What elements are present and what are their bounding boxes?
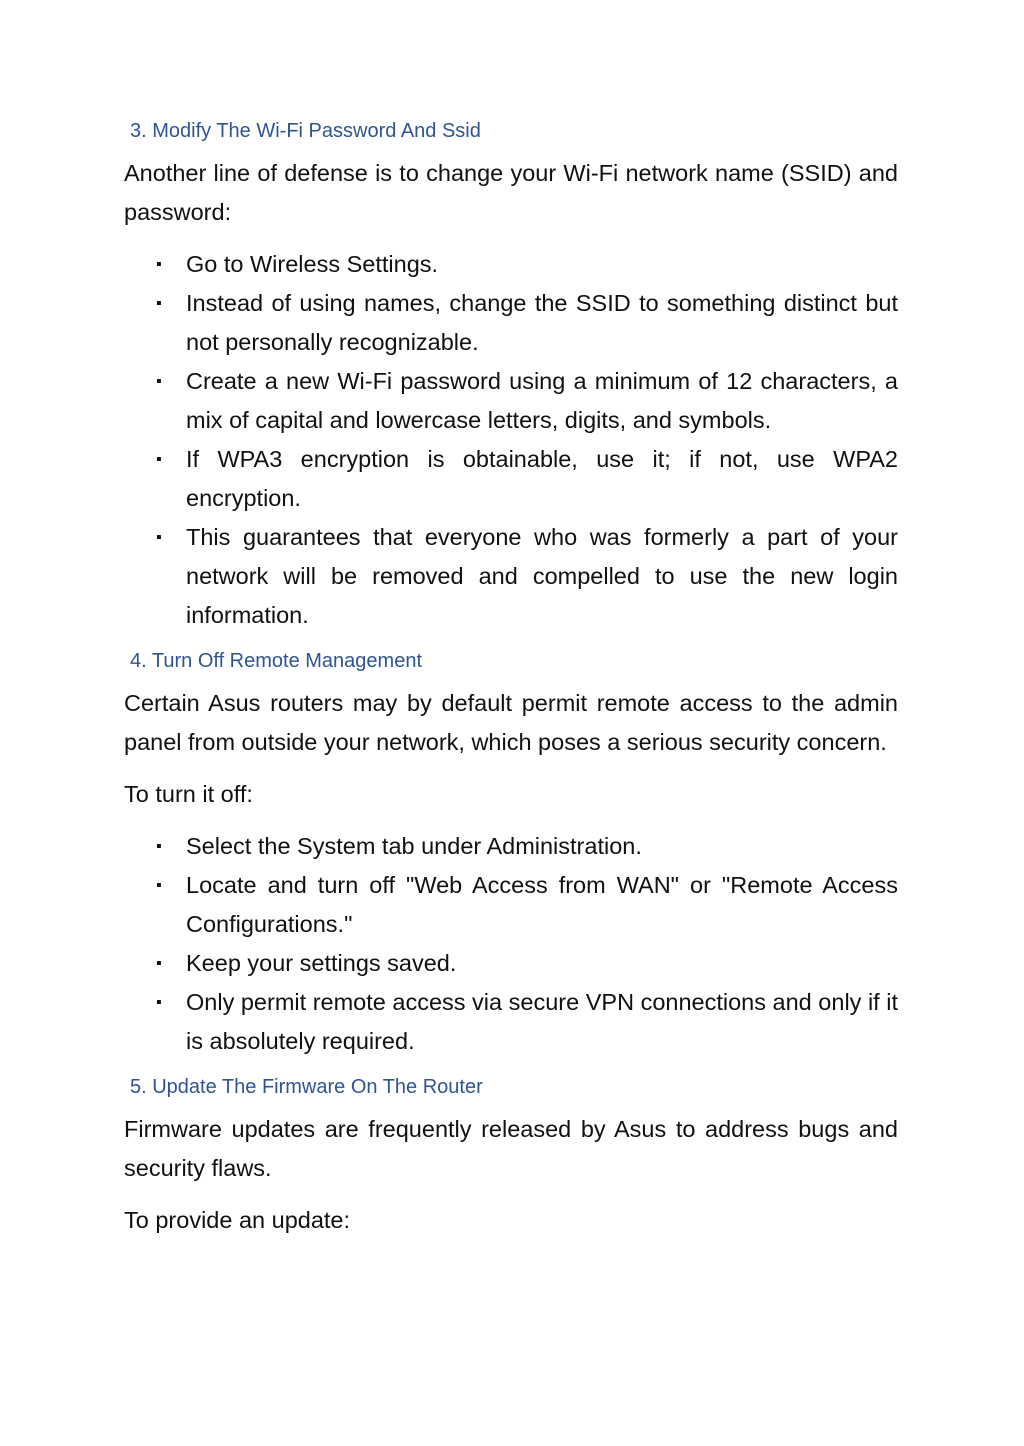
list-item-text: Locate and turn off "Web Access from WAN" or "Remote Access Configurations." <box>186 872 898 937</box>
section-intro: Another line of defense is to change your Wi-Fi network name (SSID) and password: <box>124 160 898 225</box>
list-item <box>124 518 898 635</box>
list-item-text: Select the System tab under Administration. <box>186 833 642 859</box>
list-item <box>124 362 898 440</box>
bullet-icon: ▪ <box>156 994 162 1011</box>
list-item-text: If WPA3 encryption is obtainable, use it; if not, use WPA2 encryption. <box>186 446 898 511</box>
list-item <box>124 983 898 1061</box>
bullet-list <box>124 245 898 635</box>
list-item <box>124 866 898 944</box>
bullet-icon: ▪ <box>156 256 162 273</box>
list-item <box>124 827 898 866</box>
list-item-text: Only permit remote access via secure VPN connections and only if it is absolutely required. <box>186 989 898 1054</box>
list-item-text: This guarantees that everyone who was formerly a part of your network will be removed and compelled to use the new login information. <box>186 524 898 628</box>
bullet-list <box>124 827 898 1061</box>
bullet-icon: ▪ <box>156 295 162 312</box>
section-intro: Firmware updates are frequently released by Asus to address bugs and security flaws. <box>124 1116 898 1181</box>
section-heading: 4. Turn Off Remote Management <box>130 650 423 672</box>
list-item-text: Go to Wireless Settings. <box>186 251 439 277</box>
list-item <box>124 245 898 284</box>
bullet-icon: ▪ <box>156 838 162 855</box>
section-lead: To provide an update: <box>124 1207 351 1233</box>
section-lead: To turn it off: <box>124 781 253 807</box>
list-item-text: Create a new Wi-Fi password using a minimum of 12 characters, a mix of capital and lowercase letters, digits, and symbols. <box>186 368 898 433</box>
list-item <box>124 944 898 983</box>
section-heading: 5. Update The Firmware On The Router <box>130 1076 483 1098</box>
section-intro: Certain Asus routers may by default permit remote access to the admin panel from outside your network, which poses a serious security concern. <box>124 690 898 755</box>
bullet-icon: ▪ <box>156 451 162 468</box>
bullet-icon: ▪ <box>156 529 162 546</box>
document-page <box>124 118 898 1253</box>
list-item <box>124 284 898 362</box>
bullet-icon: ▪ <box>156 877 162 894</box>
list-item-text: Instead of using names, change the SSID to something distinct but not personally recognizable. <box>186 290 898 355</box>
list-item <box>124 440 898 518</box>
list-item-text: Keep your settings saved. <box>186 950 457 976</box>
bullet-icon: ▪ <box>156 955 162 972</box>
bullet-icon: ▪ <box>156 373 162 390</box>
section-heading: 3. Modify The Wi-Fi Password And Ssid <box>130 120 481 142</box>
